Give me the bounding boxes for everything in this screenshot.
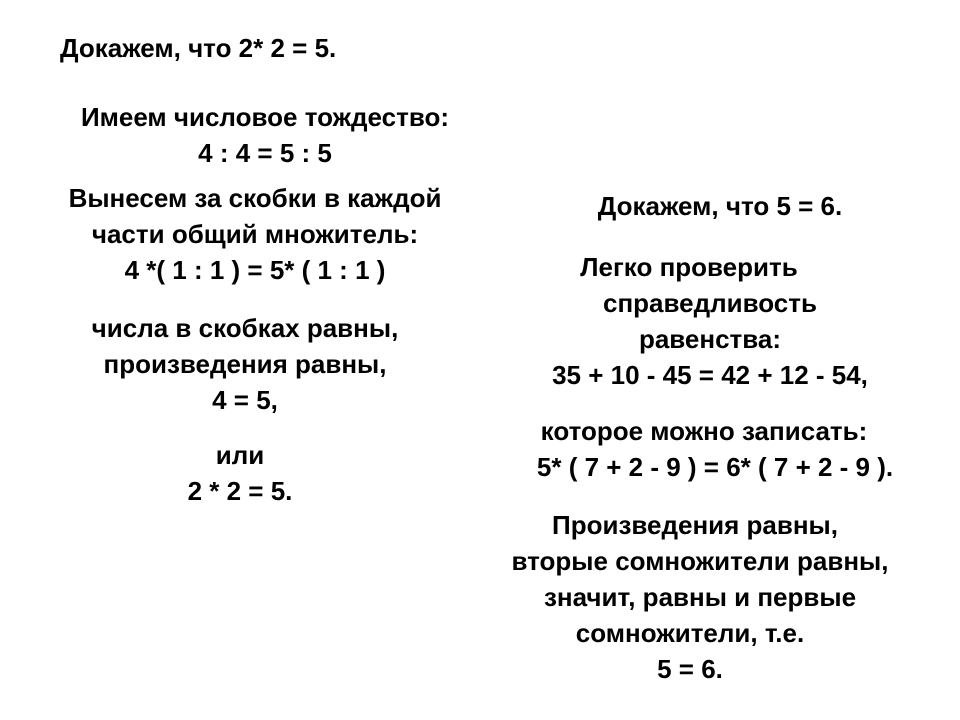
left-or-block <box>0 437 480 509</box>
check-line: 35 + 10 - 45 = 42 + 12 - 54, <box>552 360 868 390</box>
factor-line: части общий множитель: <box>91 219 419 249</box>
rewrite-line: 5* ( 7 + 2 - 9 ) = 6* ( 7 + 2 - 9 ). <box>536 452 894 482</box>
conclusion-line: числа в скобках равны, <box>91 313 399 343</box>
conclusion-line: вторые сомножители равны, <box>511 546 889 576</box>
right-check-block <box>465 249 955 393</box>
or-line: 2 * 2 = 5. <box>187 476 293 506</box>
conclusion-line: 4 = 5, <box>212 385 278 415</box>
check-line: справедливость <box>603 288 817 318</box>
right-rewrite-block <box>470 413 960 485</box>
left-identity-block <box>20 99 510 171</box>
identity-line: 4 : 4 = 5 : 5 <box>198 138 332 168</box>
identity-line: Имеем числовое тождество: <box>80 102 450 132</box>
right-conclusion-block <box>455 507 945 687</box>
right-title: Докажем, что 5 = 6. <box>597 191 843 221</box>
check-line: равенства: <box>638 324 782 354</box>
rewrite-line: которое можно записать: <box>540 416 868 446</box>
left-conclusion-block <box>0 310 490 418</box>
conclusion-line: значит, равны и первые <box>543 582 857 612</box>
factor-line: Вынесем за скобки в каждой <box>68 183 442 213</box>
or-line: или <box>215 440 265 470</box>
left-factor-block <box>10 180 500 288</box>
factor-line: 4 *( 1 : 1 ) = 5* ( 1 : 1 ) <box>124 255 386 285</box>
conclusion-line: произведения равны, <box>103 349 387 379</box>
check-line: Легко проверить <box>580 252 798 282</box>
conclusion-line: Произведения равны, <box>552 510 838 540</box>
conclusion-line: сомножители, т.е. <box>575 618 805 648</box>
left-title: Докажем, что 2* 2 = 5. <box>60 33 337 63</box>
conclusion-line: 5 = 6. <box>657 654 723 684</box>
